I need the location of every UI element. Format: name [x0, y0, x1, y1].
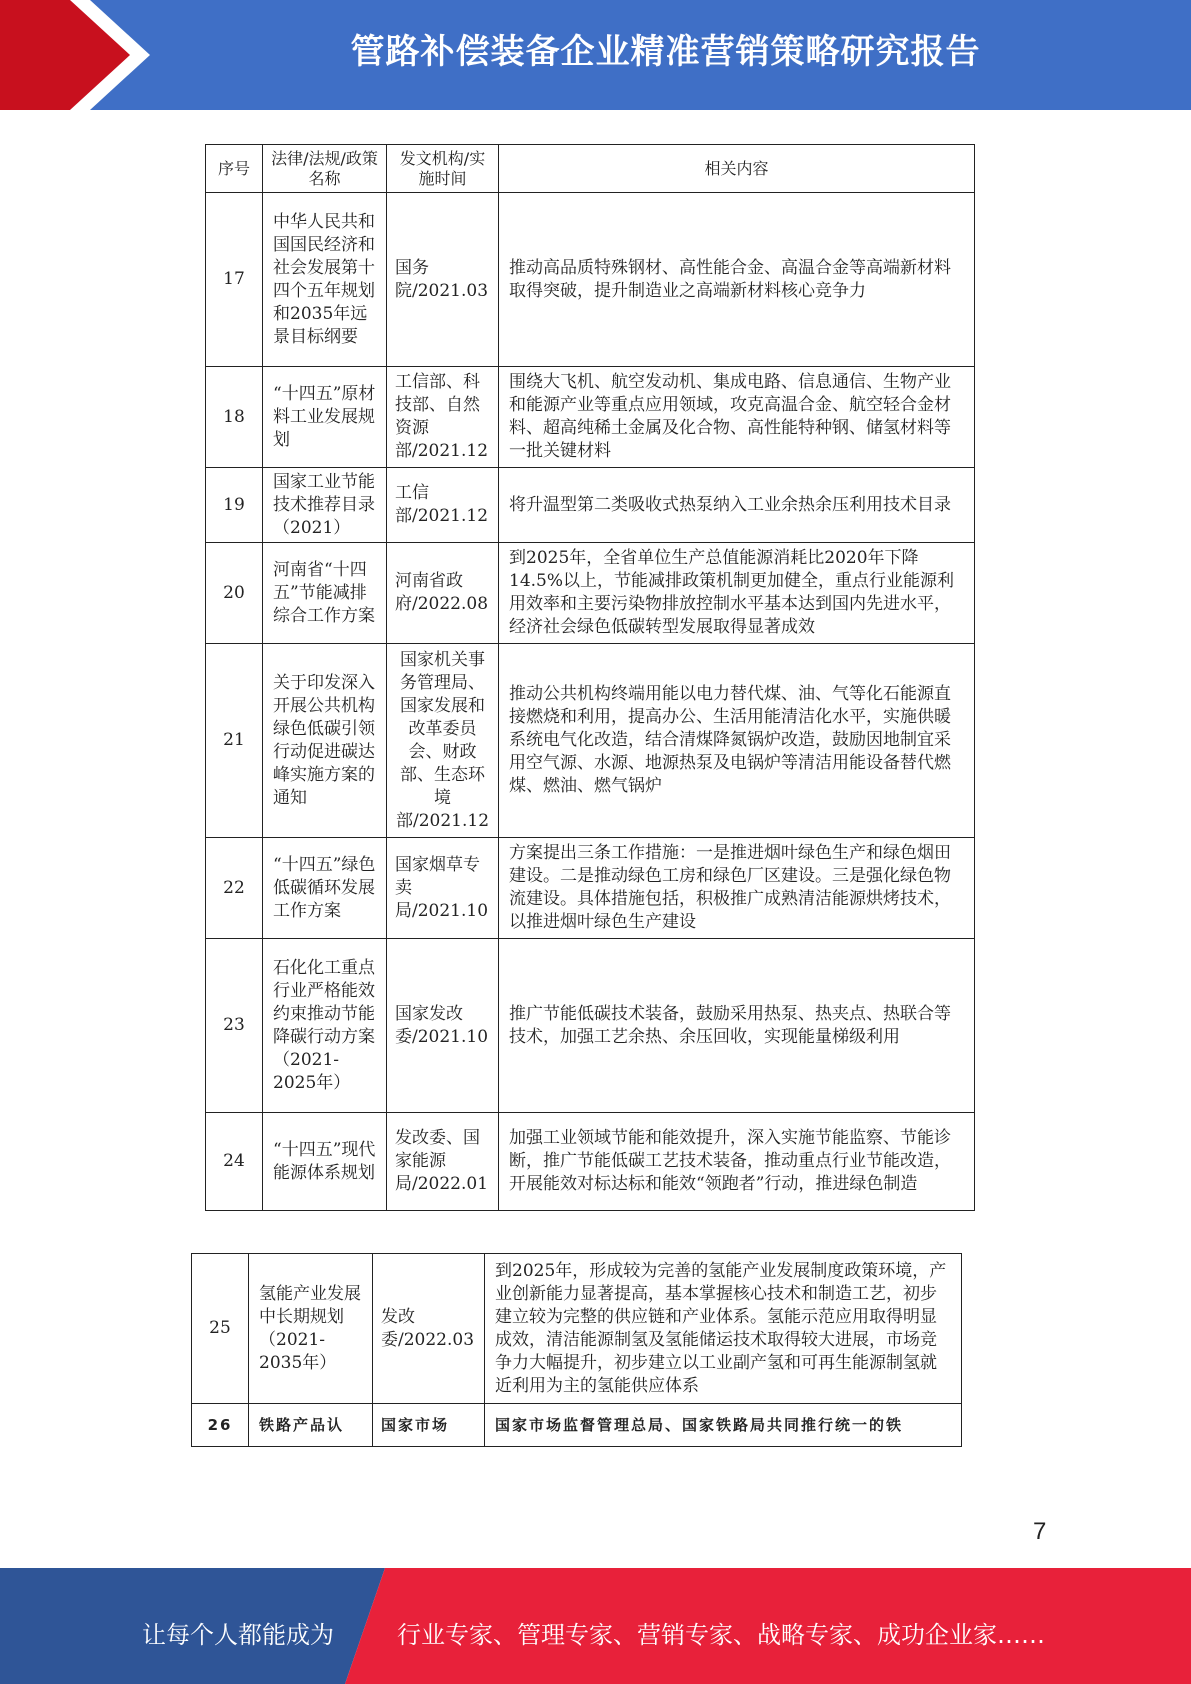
- row-content: 将升温型第二类吸收式热泵纳入工业余热余压利用技术目录: [499, 468, 975, 543]
- row-seq: 24: [206, 1113, 263, 1211]
- row-policy-name: 铁路产品认: [249, 1404, 373, 1447]
- row-issuer: 河南省政府/2022.08: [387, 543, 499, 644]
- row-content: 到2025年，全省单位生产总值能源消耗比2020年下降14.5%以上，节能减排政策机制更加健全，重点行业能源利用效率和主要污染物排放控制水平基本达到国内先进水平，经济社会绿色低碳转型发展取得显著成效: [499, 543, 975, 644]
- row-content: 推动公共机构终端用能以电力替代煤、油、气等化石能源直接燃烧和利用，提高办公、生活用能清洁化水平，实施供暖系统电气化改造，结合清煤降氮锅炉改造，鼓励因地制宜采用空气源、水源、地源热泵及电锅炉等清洁用能设备替代燃煤、燃油、燃气锅炉: [499, 644, 975, 838]
- row-policy-name: “十四五”原材料工业发展规划: [263, 367, 387, 468]
- policy-table-continued: [191, 1253, 962, 1447]
- row-content: 推广节能低碳技术装备，鼓励采用热泵、热夹点、热联合等技术，加强工艺余热、余压回收，实现能量梯级利用: [499, 939, 975, 1113]
- row-seq: 25: [192, 1254, 249, 1404]
- row-issuer: 发改委、国家能源局/2022.01: [387, 1113, 499, 1211]
- table-row: [206, 939, 975, 1113]
- table-row: [206, 367, 975, 468]
- row-policy-name: 石化化工重点行业严格能效约束推动节能降碳行动方案（2021-2025年）: [263, 939, 387, 1113]
- table-row: [206, 838, 975, 939]
- row-issuer: 国家发改委/2021.10: [387, 939, 499, 1113]
- row-content: 到2025年，形成较为完善的氢能产业发展制度政策环境，产业创新能力显著提高，基本掌握核心技术和制造工艺，初步建立较为完整的供应链和产业体系。氢能示范应用取得明显成效，清洁能源制氢及氢能储运技术取得较大进展，市场竞争力大幅提升，初步建立以工业副产氢和可再生能源制氢就近利用为主的氢能供应体系: [485, 1254, 962, 1404]
- page-header: [0, 0, 1191, 110]
- row-issuer: 国家机关事务管理局、国家发展和改革委员会、财政部、生态环境部/2021.12: [387, 644, 499, 838]
- row-seq: 17: [206, 193, 263, 367]
- row-policy-name: 国家工业节能技术推荐目录（2021）: [263, 468, 387, 543]
- row-policy-name: 河南省“十四五”节能减排综合工作方案: [263, 543, 387, 644]
- footer-slogan-roles: 行业专家、管理专家、营销专家、战略专家、成功企业家……: [397, 1621, 1045, 1649]
- table-row: [206, 644, 975, 838]
- row-content: 方案提出三条工作措施：一是推进烟叶绿色生产和绿色烟田建设。二是推动绿色工房和绿色厂区建设。三是强化绿色物流建设。具体措施包括，积极推广成熟清洁能源烘烤技术，以推进烟叶绿色生产建设: [499, 838, 975, 939]
- row-issuer: 发改委/2022.03: [373, 1254, 485, 1404]
- row-seq: 20: [206, 543, 263, 644]
- row-content: 加强工业领域节能和能效提升，深入实施节能监察、节能诊断，推广节能低碳工艺技术装备，推动重点行业节能改造，开展能效对标达标和能效“领跑者”行动，推进绿色制造: [499, 1113, 975, 1211]
- table-row: [206, 193, 975, 367]
- row-seq: 22: [206, 838, 263, 939]
- row-issuer: 国务院/2021.03: [387, 193, 499, 367]
- row-issuer: 国家烟草专卖局/2021.10: [387, 838, 499, 939]
- page-number: 7: [1033, 1518, 1047, 1545]
- policy-table: [205, 144, 975, 1211]
- table-row: [206, 1113, 975, 1211]
- row-policy-name: 氢能产业发展中长期规划（2021-2035年）: [249, 1254, 373, 1404]
- col-header-content: 相关内容: [499, 145, 975, 193]
- row-content: 推动高品质特殊钢材、高性能合金、高温合金等高端新材料取得突破，提升制造业之高端新材料核心竞争力: [499, 193, 975, 367]
- footer-slogan-lead: 让每个人都能成为: [142, 1621, 334, 1649]
- row-content: 国家市场监督管理总局、国家铁路局共同推行统一的铁: [485, 1404, 962, 1447]
- row-policy-name: “十四五”现代能源体系规划: [263, 1113, 387, 1211]
- row-issuer: 国家市场: [373, 1404, 485, 1447]
- col-header-name: 法律/法规/政策名称: [263, 145, 387, 193]
- row-seq: 23: [206, 939, 263, 1113]
- row-seq: 21: [206, 644, 263, 838]
- row-seq: 19: [206, 468, 263, 543]
- row-seq: 26: [192, 1404, 249, 1447]
- report-title: 管路补偿装备企业精准营销策略研究报告: [350, 32, 981, 72]
- table-row: [206, 468, 975, 543]
- row-policy-name: 关于印发深入开展公共机构绿色低碳引领行动促进碳达峰实施方案的通知: [263, 644, 387, 838]
- table-header-row: [206, 145, 975, 193]
- row-issuer: 工信部、科技部、自然资源部/2021.12: [387, 367, 499, 468]
- row-content: 围绕大飞机、航空发动机、集成电路、信息通信、生物产业和能源产业等重点应用领域，攻克高温合金、航空轻合金材料、超高纯稀土金属及化合物、高性能特种钢、储氢材料等一批关键材料: [499, 367, 975, 468]
- row-seq: 18: [206, 367, 263, 468]
- row-issuer: 工信部/2021.12: [387, 468, 499, 543]
- table-row: [192, 1404, 962, 1447]
- row-policy-name: 中华人民共和国国民经济和社会发展第十四个五年规划和2035年远景目标纲要: [263, 193, 387, 367]
- col-header-org: 发文机构/实施时间: [387, 145, 499, 193]
- table-row: [192, 1254, 962, 1404]
- row-policy-name: “十四五”绿色低碳循环发展工作方案: [263, 838, 387, 939]
- col-header-seq: 序号: [206, 145, 263, 193]
- table-row: [206, 543, 975, 644]
